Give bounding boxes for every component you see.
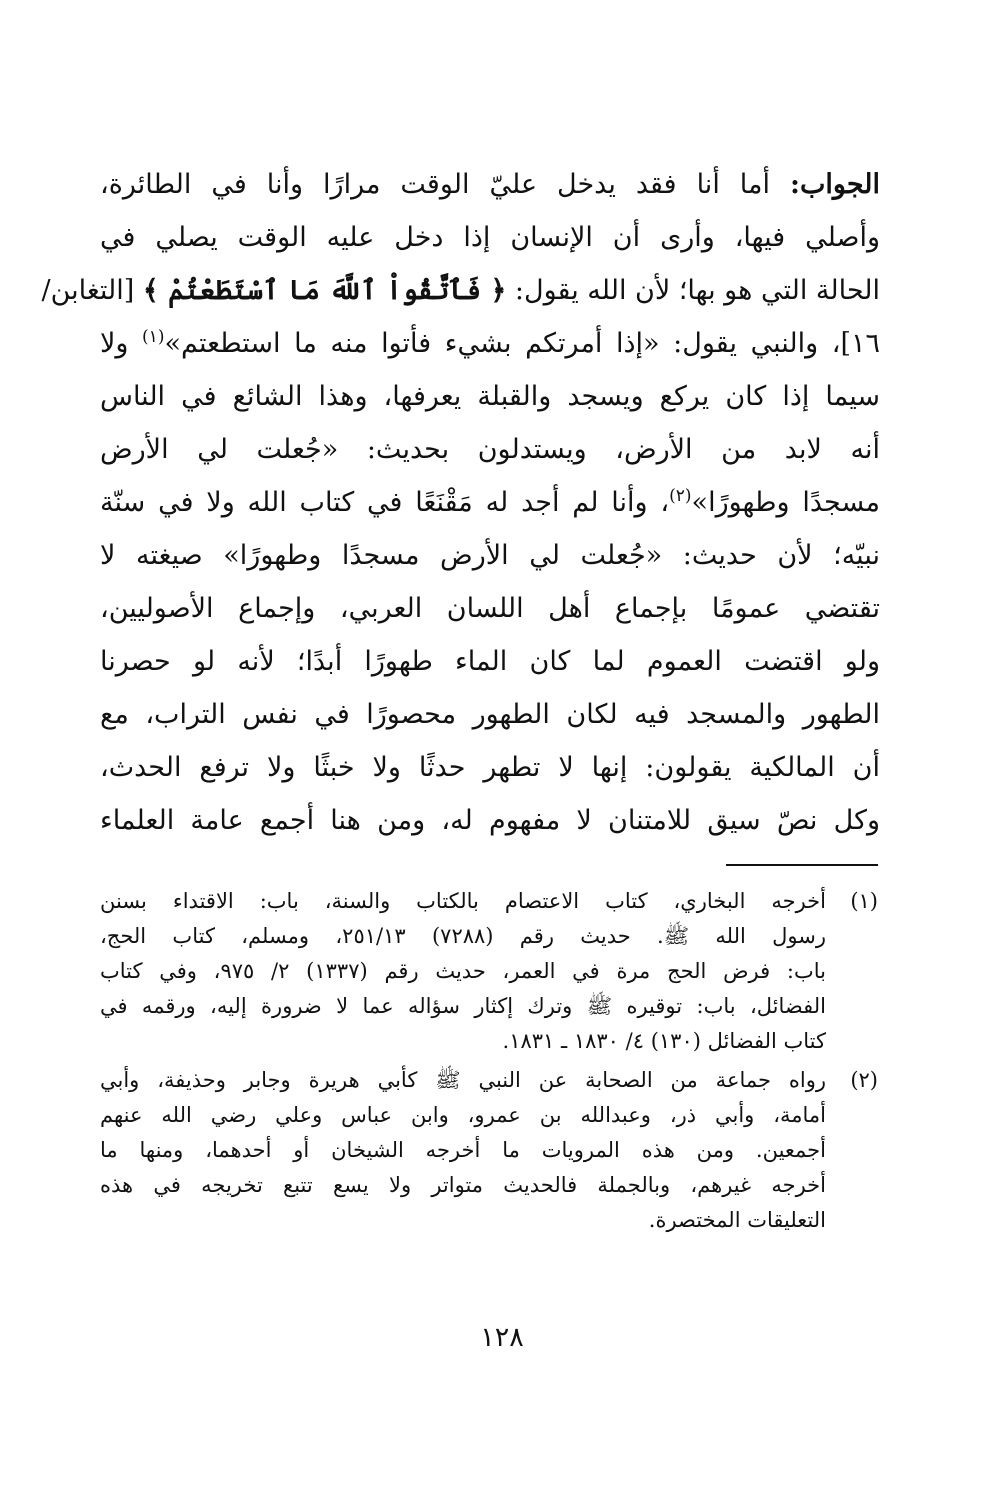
text-line-6: أنه لابد من الأرض، ويستدلون بحديث: «جُعلت لي الأرض	[100, 434, 880, 465]
footnote-line: التعليقات المختصرة.	[648, 1208, 826, 1232]
footnote-2	[100, 1063, 878, 1238]
footnote-number: (٢)	[850, 1068, 878, 1092]
text-line-11: الطهور والمسجد فيه لكان الطهور محصورًا في نفس التراب، مع	[100, 699, 880, 730]
text-line-7-tail: ، وأنا لم أجد له مَقْنَعًا في كتاب الله ولا في سنّة	[100, 487, 670, 518]
footnote-number: (١)	[850, 889, 878, 913]
footnote-body	[100, 1063, 826, 1238]
text-line-7-content: مسجدًا وطهورًا»	[691, 487, 881, 518]
footnote-line: رسول الله ﷺ. حديث رقم (٧٢٨٨) ٢٥١/١٣، ومسلم، كتاب الحج،	[100, 924, 826, 948]
text-line-10: ولو اقتضت العموم لما كان الماء طهورًا أبدًا؛ لأنه لو حصرنا	[100, 646, 881, 677]
text-line-1	[100, 158, 880, 211]
answer-label: الجواب:	[790, 169, 880, 200]
text-line-3	[41, 264, 880, 317]
text-line-1-content: أما أنا فقد يدخل عليّ الوقت مرارًا وأنا في الطائرة،	[100, 169, 790, 200]
footnotes-block	[100, 884, 878, 1242]
footnote-body	[100, 884, 826, 1059]
text-line-12: أن المالكية يقولون: إنها لا تطهر حدثًا ولا خبثًا ولا ترفع الحدث،	[100, 752, 880, 783]
footnote-line: باب: فرض الحج مرة في العمر، حديث رقم (١٣٣٧) ٢/ ٩٧٥، وفي كتاب	[100, 959, 826, 983]
quran-reference: [التغابن/	[41, 275, 143, 306]
page-number: ١٢٨	[480, 1322, 524, 1353]
footnote-line: أخرجه غيرهم، وبالجملة فالحديث متواتر ولا يسع تتبع تخريجه في هذه	[100, 1173, 826, 1197]
text-line-4	[100, 317, 880, 370]
text-line-4-tail: ولا	[100, 328, 143, 359]
text-line-2: وأصلي فيها، وأرى أن الإنسان إذا دخل عليه الوقت يصلي في	[100, 222, 880, 253]
footnote-line: كتاب الفضائل (١٣٠) ٤/ ١٨٣٠ ـ ١٨٣١.	[502, 1029, 826, 1053]
footnote-line: أخرجه البخاري، كتاب الاعتصام بالكتاب والسنة، باب: الاقتداء بسنن	[100, 889, 826, 913]
text-line-13: وكل نصّ سيق للامتنان لا مفهوم له، ومن هنا أجمع عامة العلماء	[100, 805, 880, 836]
text-line-5: سيما إذا كان يركع ويسجد والقبلة يعرفها، وهذا الشائع في الناس	[100, 381, 880, 412]
footnote-line: الفضائل، باب: توقيره ﷺ وترك إكثار سؤاله عما لا ضرورة إليه، ورقمه في	[100, 994, 826, 1018]
footnote-ref-2[interactable]: (٢)	[669, 486, 692, 506]
quran-verse: ﴿ فَٱتَّقُواْ ٱللَّهَ مَا ٱسْتَطَعْتُمْ ﴾	[142, 275, 507, 306]
footnote-line: رواه جماعة من الصحابة عن النبي ﷺ كأبي هريرة وجابر وحذيفة، وأبي	[100, 1068, 826, 1092]
text-line-9: تقتضي عمومًا بإجماع أهل اللسان العربي، وإجماع الأصوليين،	[100, 593, 880, 624]
footnote-line: أجمعين. ومن هذه المرويات ما أخرجه الشيخان أو أحدهما، ومنها ما	[100, 1138, 826, 1162]
text-line-8: نبيّه؛ لأن حديث: «جُعلت لي الأرض مسجدًا وطهورًا» صيغته لا	[100, 540, 880, 571]
text-line-7	[100, 476, 880, 529]
main-text-block	[41, 158, 881, 847]
footnote-1	[100, 884, 878, 1059]
footnote-separator	[726, 864, 878, 866]
footnote-line: أمامة، وأبي ذر، وعبدالله بن عمرو، وابن عباس وعلي رضي الله عنهم	[100, 1103, 826, 1127]
text-line-4-content: ١٦]، والنبي يقول: «إذا أمرتكم بشيء فأتوا منه ما استطعتم»	[164, 328, 880, 359]
footnote-ref-1[interactable]: (١)	[142, 327, 165, 347]
text-line-3-content: الحالة التي هو بها؛ لأن الله يقول:	[506, 275, 880, 306]
